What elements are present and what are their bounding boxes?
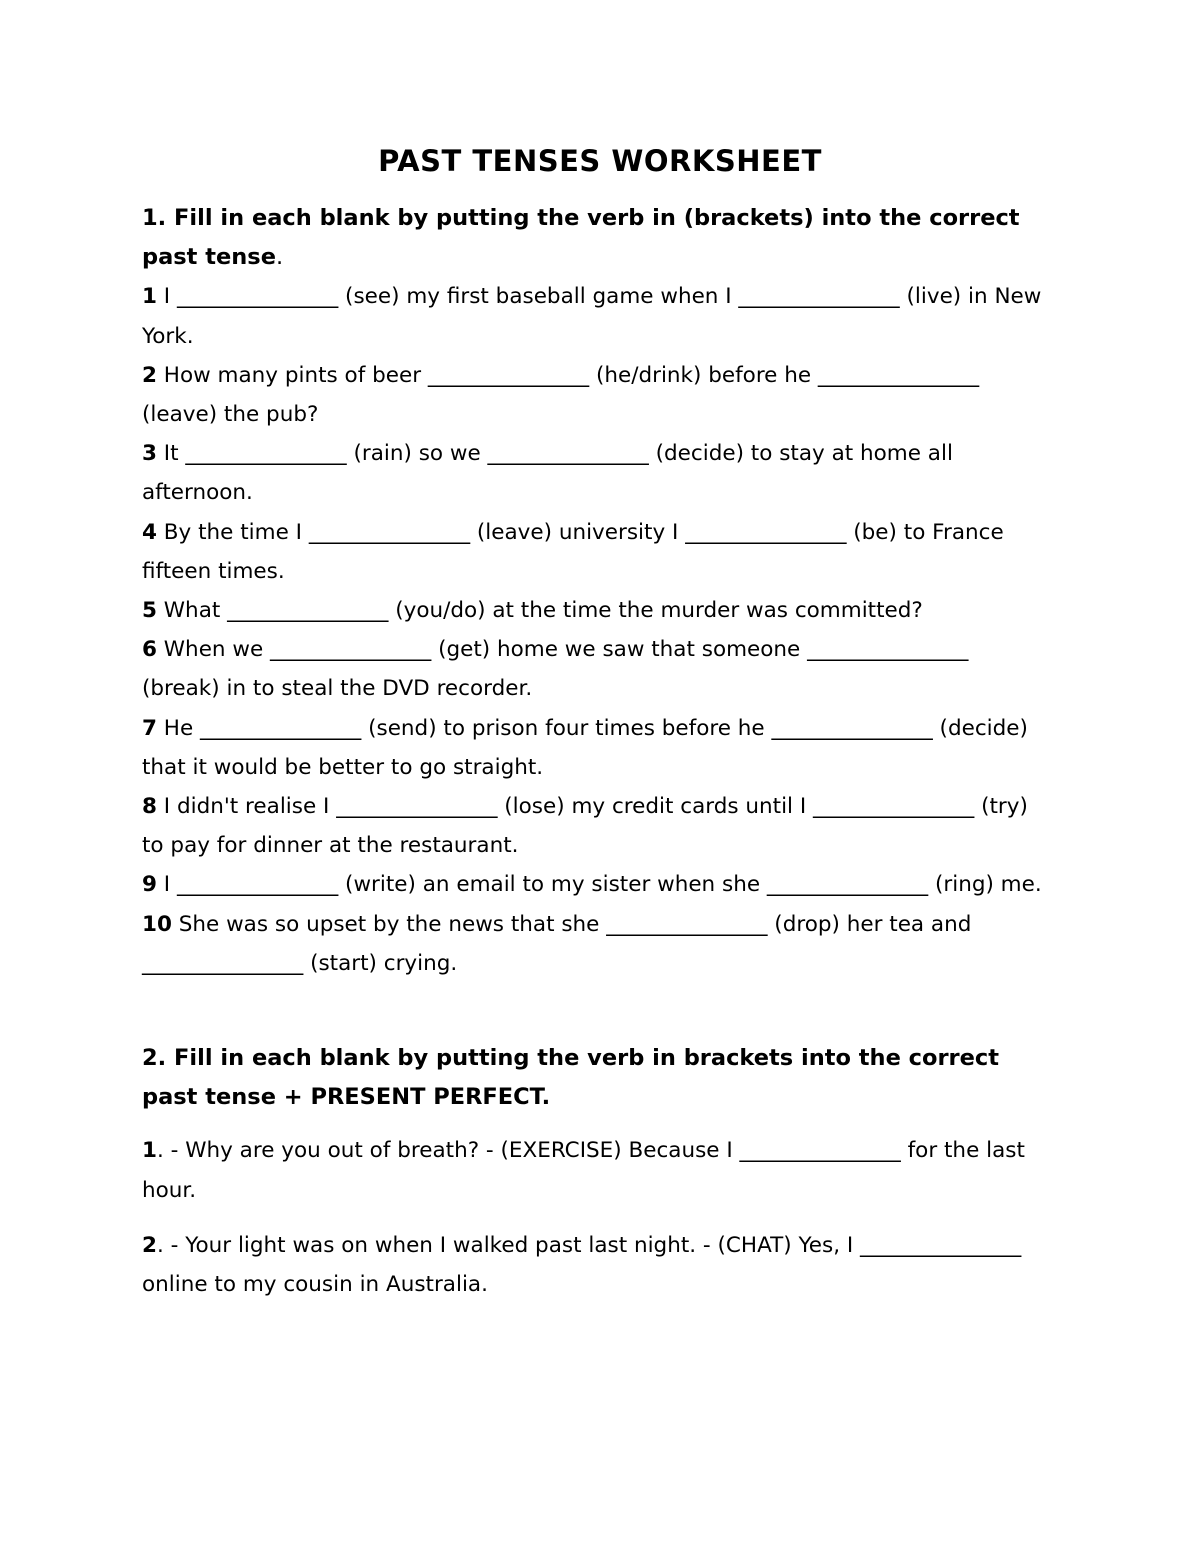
item-number: 1 [142, 1138, 157, 1164]
item-text: What _______________ (you/do) at the time the murder was committed? [156, 598, 923, 624]
item-number: 9 [142, 872, 157, 898]
section-1-item [142, 591, 1042, 630]
worksheet-content [142, 199, 1042, 1304]
item-number: 2 [142, 362, 157, 388]
section-2-heading: 2. Fill in each blank by putting the verb in brackets into the correct past tense + PRESENT PERFECT. [142, 1045, 999, 1111]
item-number: 10 [142, 911, 172, 937]
item-text: How many pints of beer _______________ (he/drink) before he _______________ (leave) the pub? [142, 362, 980, 428]
item-text: I _______________ (write) an email to my sister when she _______________ (ring) me. [156, 872, 1042, 898]
item-number: 7 [142, 715, 157, 741]
section-1-item [142, 434, 1042, 512]
item-text: He _______________ (send) to prison four times before he _______________ (decide) that it would be better to go straight. [142, 715, 1028, 780]
section-1-item [142, 277, 1042, 355]
item-number: 6 [142, 637, 157, 663]
section-1-item [142, 356, 1042, 434]
section-1-item [142, 787, 1042, 865]
item-text: . - Your light was on when I walked past last night. - (CHAT) Yes, I _______________ online to my cousin in Australia. [142, 1232, 1022, 1298]
section-1-item [142, 513, 1042, 591]
item-text: I _______________ (see) my first baseball game when I _______________ (live) in New York. [142, 284, 1042, 349]
section-1-heading-period: . [275, 244, 284, 271]
page-title: PAST TENSES WORKSHEET [378, 144, 822, 178]
item-number: 4 [142, 519, 157, 545]
item-number: 3 [142, 441, 157, 467]
item-text: . - Why are you out of breath? - (EXERCISE) Because I _______________ for the last hour. [142, 1138, 1025, 1203]
item-text: I didn't realise I _______________ (lose) my credit cards until I _______________ (try) to pay for dinner at the restaurant. [142, 794, 1028, 859]
item-text: By the time I _______________ (leave) university I _______________ (be) to France fifteen times. [142, 519, 1004, 584]
section-2-item [142, 1131, 1042, 1209]
section-1-item [142, 709, 1042, 787]
item-number: 8 [142, 794, 157, 820]
item-text: When we _______________ (get) home we saw that someone _______________ (break) in to steal the DVD recorder. [142, 637, 969, 702]
section-1-item [142, 905, 1042, 983]
section-2-item [142, 1226, 1042, 1304]
section-1-item [142, 865, 1042, 904]
item-number: 5 [142, 598, 157, 624]
item-number: 2 [142, 1232, 157, 1258]
section-1-heading-text: 1. Fill in each blank by putting the verb in (brackets) into the correct past tense [142, 205, 1020, 271]
item-text: It _______________ (rain) so we _______________ (decide) to stay at home all afternoon. [142, 441, 953, 506]
item-text: She was so upset by the news that she _______________ (drop) her tea and _______________ (start) crying. [142, 911, 972, 976]
section-1-heading [142, 199, 1042, 277]
section-1-item [142, 630, 1042, 708]
item-number: 1 [142, 284, 157, 310]
